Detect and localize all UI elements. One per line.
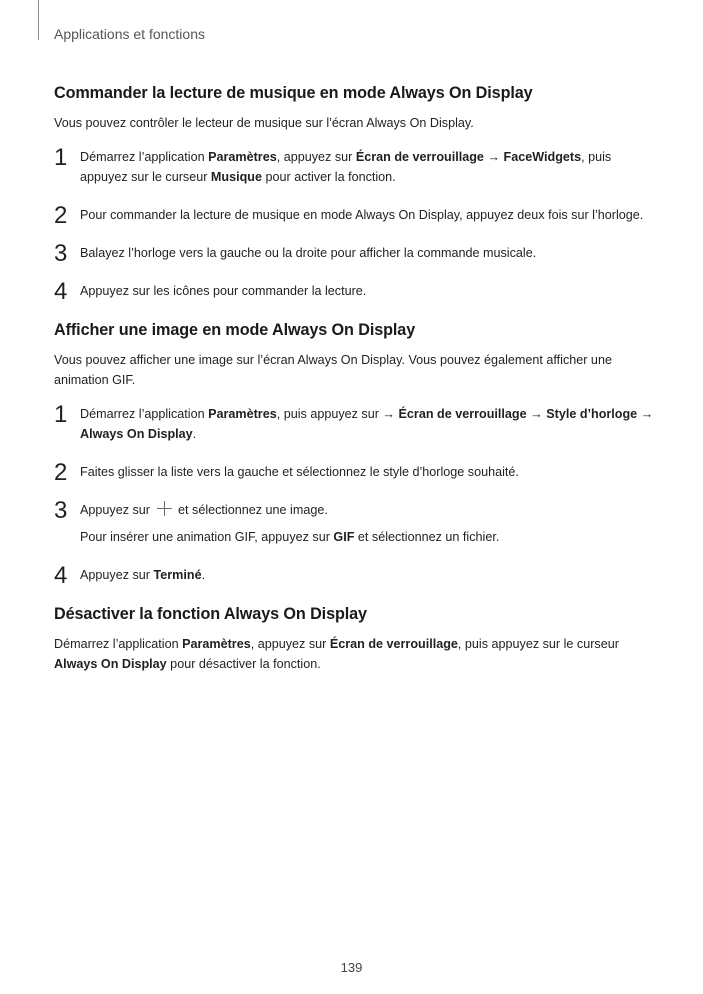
section-title: Désactiver la fonction Always On Display — [54, 605, 367, 623]
step-item — [54, 278, 654, 305]
section-display-image — [54, 319, 654, 589]
step-item — [54, 144, 654, 187]
step-text: Appuyez sur les icônes pour commander la lecture. — [80, 284, 367, 298]
section-music-control — [54, 82, 654, 305]
step-text: Démarrez l’application Paramètres, puis appuyez sur → Écran de verrouillage → Style d’horloge → Always On Display. — [80, 407, 654, 441]
step-number: 3 — [54, 497, 68, 524]
page-number: 139 — [340, 960, 363, 975]
step-item — [54, 401, 654, 444]
section-intro: Vous pouvez contrôler le lecteur de musique sur l’écran Always On Display. — [54, 116, 474, 130]
step-text: Appuyez sur et sélectionnez une image. — [80, 503, 328, 517]
step-number: 1 — [54, 401, 68, 428]
section-intro: Vous pouvez afficher une image sur l’écran Always On Display. Vous pouvez également afficher une animation GIF. — [54, 353, 612, 387]
step-text: Appuyez sur Terminé. — [80, 568, 206, 582]
step-item — [54, 497, 654, 547]
step-note: Pour insérer une animation GIF, appuyez sur GIF et sélectionnez un fichier. — [80, 530, 500, 544]
step-number: 2 — [54, 459, 68, 486]
step-text: Faites glisser la liste vers la gauche et sélectionnez le style d’horloge souhaité. — [80, 465, 519, 479]
section-disable — [54, 603, 654, 674]
step-text: Balayez l’horloge vers la gauche ou la droite pour afficher la commande musicale. — [80, 246, 537, 260]
step-number: 4 — [54, 278, 68, 305]
step-number: 3 — [54, 240, 68, 267]
section-title: Afficher une image en mode Always On Display — [54, 321, 416, 339]
step-text: Démarrez l’application Paramètres, appuyez sur Écran de verrouillage → FaceWidgets, puis appuyez sur le curseur Musique pour activer la fonction. — [80, 150, 612, 184]
step-item — [54, 240, 654, 267]
step-list — [54, 144, 654, 305]
step-item — [54, 562, 654, 589]
step-text: Pour commander la lecture de musique en mode Always On Display, appuyez deux fois sur l’horloge. — [80, 208, 644, 222]
section-title: Commander la lecture de musique en mode Always On Display — [54, 84, 533, 102]
step-list — [54, 401, 654, 589]
step-number: 2 — [54, 202, 68, 229]
step-number: 4 — [54, 562, 68, 589]
step-item — [54, 459, 654, 486]
section-intro: Démarrez l’application Paramètres, appuyez sur Écran de verrouillage, puis appuyez sur le curseur Always On Display pour désactiver la fonction. — [54, 637, 619, 671]
page-margin-rule — [38, 0, 39, 40]
step-item — [54, 202, 654, 229]
step-number: 1 — [54, 144, 68, 171]
running-header: Applications et fonctions — [54, 26, 205, 42]
page-content — [54, 82, 654, 686]
plus-icon — [156, 502, 173, 515]
